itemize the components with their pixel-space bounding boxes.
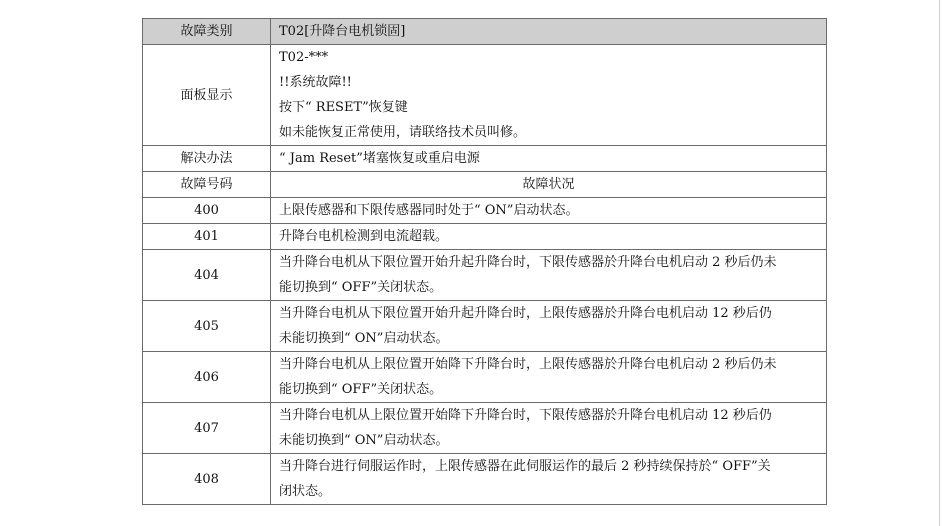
fault-status-line: 上限传感器和下限传感器同时处于“ ON”启动状态。 xyxy=(279,203,579,218)
panel-display-line: T02-*** xyxy=(279,50,329,65)
fault-category-row xyxy=(143,19,827,45)
fault-status-line: 升降台电机检测到电流超载。 xyxy=(279,229,449,244)
page-edge-divider xyxy=(939,0,940,526)
fault-code-cell: 401 xyxy=(143,224,271,250)
fault-status-column-header: 故障状况 xyxy=(271,172,827,198)
fault-code-cell: 404 xyxy=(143,250,271,301)
fault-status-line: 当升降台电机从上限位置开始降下升降台时，下限传感器於升降台电机启动 12 秒后仍 xyxy=(279,408,772,423)
table-row xyxy=(143,250,827,301)
table-row xyxy=(143,403,827,454)
fault-status-cell xyxy=(271,198,827,224)
fault-status-cell xyxy=(271,301,827,352)
fault-status-line: 当升降台电机从上限位置开始降下升降台时，上限传感器於升降台电机启动 2 秒后仍未 xyxy=(279,357,777,372)
panel-display-label: 面板显示 xyxy=(143,45,271,146)
table-row xyxy=(143,224,827,250)
fault-status-cell xyxy=(271,454,827,505)
table-row xyxy=(143,198,827,224)
table-row xyxy=(143,352,827,403)
fault-status-line: 闭状态。 xyxy=(279,484,332,499)
fault-code-cell: 405 xyxy=(143,301,271,352)
fault-table xyxy=(142,18,827,505)
fault-status-line: 当升降台进行伺服运作时，上限传感器在此伺服运作的最后 2 秒持续保持於“ OFF”关 xyxy=(279,459,771,474)
fault-category-label: 故障类别 xyxy=(143,19,271,45)
column-header-row xyxy=(143,172,827,198)
panel-display-row xyxy=(143,45,827,146)
fault-code-column-header: 故障号码 xyxy=(143,172,271,198)
panel-display-content xyxy=(271,45,827,146)
fault-status-cell xyxy=(271,352,827,403)
panel-display-line: !!系统故障!! xyxy=(279,75,352,90)
fault-status-line: 当升降台电机从下限位置开始升起升降台时，上限传感器於升降台电机启动 12 秒后仍 xyxy=(279,306,772,321)
fault-code-cell: 406 xyxy=(143,352,271,403)
solution-row xyxy=(143,146,827,172)
table-row xyxy=(143,454,827,505)
fault-code-cell: 407 xyxy=(143,403,271,454)
fault-status-line: 能切换到“ OFF”关闭状态。 xyxy=(279,280,443,295)
fault-status-line: 未能切换到“ ON”启动状态。 xyxy=(279,433,449,448)
fault-status-line: 当升降台电机从下限位置开始升起升降台时，下限传感器於升降台电机启动 2 秒后仍未 xyxy=(279,255,777,270)
panel-display-line: 如未能恢复正常使用，请联络技术员叫修。 xyxy=(279,125,527,140)
solution-value: “ Jam Reset”堵塞恢复或重启电源 xyxy=(271,146,827,172)
table-row xyxy=(143,301,827,352)
fault-status-line: 能切换到“ OFF”关闭状态。 xyxy=(279,382,443,397)
fault-category-value: T02[升降台电机锁固] xyxy=(271,19,827,45)
fault-status-cell xyxy=(271,224,827,250)
fault-status-line: 未能切换到“ ON”启动状态。 xyxy=(279,331,449,346)
fault-status-cell xyxy=(271,403,827,454)
solution-label: 解决办法 xyxy=(143,146,271,172)
fault-code-cell: 400 xyxy=(143,198,271,224)
fault-status-cell xyxy=(271,250,827,301)
panel-display-line: 按下“ RESET”恢复键 xyxy=(279,100,408,115)
fault-code-cell: 408 xyxy=(143,454,271,505)
